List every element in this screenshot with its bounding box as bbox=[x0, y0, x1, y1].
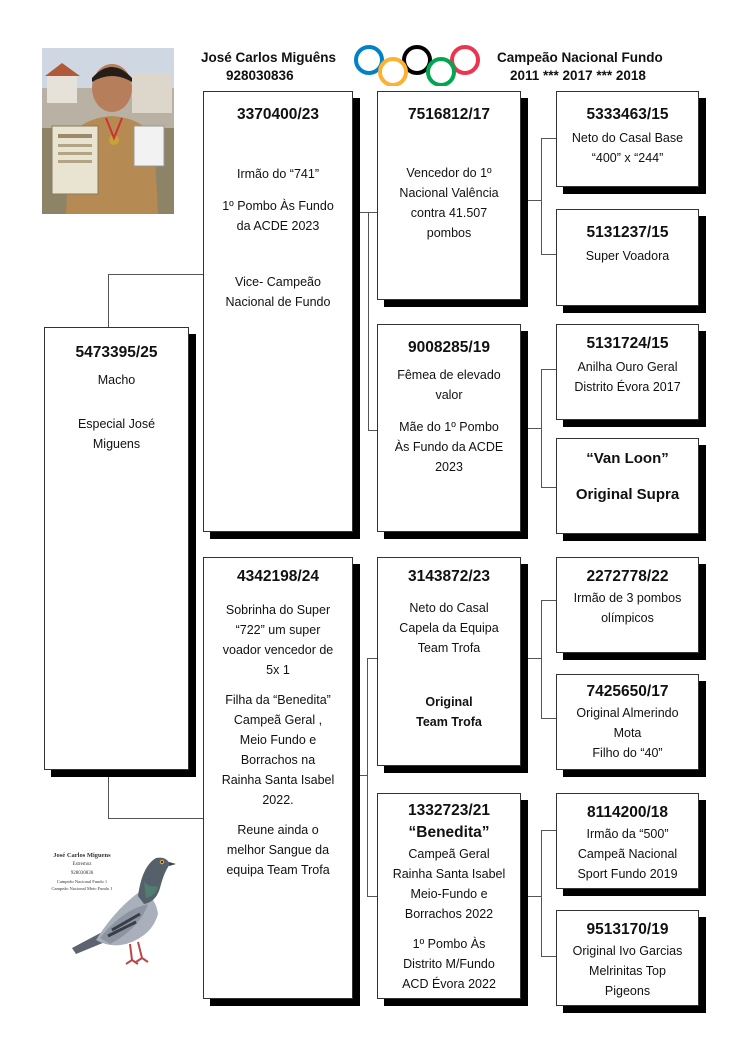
sd-note-1: Fêmea de elevado valor bbox=[397, 368, 501, 402]
connector bbox=[353, 775, 367, 776]
granddam-maternal-card bbox=[377, 793, 521, 999]
pigeon-caption-line3: Campeão Nacional Fundo 1 bbox=[56, 879, 108, 884]
breeder-name: José Carlos Miguêns bbox=[201, 50, 337, 65]
sss-ring: 5333463/15 bbox=[586, 106, 669, 123]
dds-note: Irmão da “500” Campeã Nacional Sport Fundo 2019 bbox=[577, 827, 678, 881]
connector bbox=[541, 830, 542, 956]
sss-note: Neto do Casal Base “400” x “244” bbox=[571, 131, 684, 165]
sd-note-2: Mãe do 1º Pombo Às Fundo da ACDE 2023 bbox=[394, 420, 504, 474]
sds-ring: 5131724/15 bbox=[586, 335, 669, 352]
dds-ring: 8114200/18 bbox=[586, 804, 669, 821]
sire-ring: 3370400/23 bbox=[237, 106, 319, 123]
connector bbox=[541, 600, 542, 718]
connector bbox=[108, 274, 203, 275]
connector bbox=[521, 896, 541, 897]
dd-ring: 1332723/21 bbox=[408, 802, 490, 819]
ds-note: Neto do Casal Capela da Equipa Team Trofa bbox=[399, 601, 499, 655]
ggp-dsd-card bbox=[556, 674, 699, 770]
ggp-sds-card bbox=[556, 324, 699, 420]
connector bbox=[541, 254, 556, 255]
ggp-ssd-card bbox=[556, 209, 699, 306]
breeder-photo bbox=[42, 48, 174, 214]
pigeon-illustration bbox=[66, 848, 186, 970]
grandsire-paternal-card bbox=[377, 91, 521, 300]
sire-note-3: Vice- Campeão Nacional de Fundo bbox=[225, 275, 331, 309]
ddd-ring: 9513170/19 bbox=[586, 921, 669, 938]
ggp-dds-card bbox=[556, 793, 699, 889]
pigeon-caption-line4: Campeão Nacional Meio Fundo 1 bbox=[51, 886, 113, 891]
breeder-phone: 928030836 bbox=[226, 68, 294, 83]
sdd-title: “Van Loon” bbox=[586, 450, 669, 467]
ddd-note: Original Ivo Garcias Melrinitas Top Pigeons bbox=[572, 944, 683, 998]
pigeon-caption-name: José Carlos Miguens bbox=[53, 852, 111, 859]
connector bbox=[541, 600, 556, 601]
ssd-note: Super Voadora bbox=[585, 249, 670, 263]
connector bbox=[541, 718, 556, 719]
connector bbox=[541, 956, 556, 957]
dam-card bbox=[203, 557, 353, 999]
subject-card bbox=[44, 327, 189, 770]
ggp-sss-card bbox=[556, 91, 699, 187]
connector bbox=[108, 769, 109, 818]
dsd-note: Original Almerindo Mota Filho do “40” bbox=[576, 706, 679, 760]
dss-ring: 2272778/22 bbox=[586, 568, 669, 585]
connector bbox=[541, 369, 542, 487]
connector bbox=[108, 274, 109, 328]
granddam-paternal-card bbox=[377, 324, 521, 532]
ggp-sdd-card bbox=[556, 438, 699, 534]
ssd-ring: 5131237/15 bbox=[586, 224, 669, 241]
ds-ring: 3143872/23 bbox=[408, 568, 490, 585]
dd-name: “Benedita” bbox=[408, 824, 490, 841]
ss-ring: 7516812/17 bbox=[408, 106, 490, 123]
connector bbox=[521, 658, 541, 659]
sire-note-2: 1º Pombo Às Fundo da ACDE 2023 bbox=[222, 199, 334, 233]
sire-note-1: Irmão do “741” bbox=[237, 167, 319, 181]
connector bbox=[367, 658, 377, 659]
sire-card bbox=[203, 91, 353, 532]
olympic-rings-logo bbox=[345, 44, 489, 86]
connector bbox=[367, 658, 368, 896]
sdd-subtitle: Original Supra bbox=[575, 486, 680, 503]
connector bbox=[541, 369, 556, 370]
connector bbox=[353, 212, 377, 213]
dam-note-1: Sobrinha do Super “722” um super voador vencedor de 5x 1 bbox=[222, 603, 334, 677]
connector bbox=[541, 138, 542, 254]
dd-note-2: 1º Pombo Às Distrito M/Fundo ACD Évora 2022 bbox=[402, 937, 496, 991]
connector bbox=[367, 896, 377, 897]
sds-note: Anilha Ouro Geral Distrito Évora 2017 bbox=[574, 360, 681, 394]
dam-ring: 4342198/24 bbox=[237, 568, 319, 585]
pigeon-caption-line1: Estremoz bbox=[72, 862, 92, 867]
subject-ring: 5473395/25 bbox=[75, 344, 158, 361]
subject-note: Especial José Miguens bbox=[77, 417, 156, 451]
pigeon-caption-line2: 928030836 bbox=[70, 871, 94, 876]
ss-note: Vencedor do 1º Nacional Valência contra 41.507 pombos bbox=[399, 166, 499, 240]
dam-note-3: Reune ainda o melhor Sangue da equipa Team Trofa bbox=[226, 823, 330, 877]
connector bbox=[541, 487, 556, 488]
connector bbox=[521, 200, 541, 201]
connector bbox=[521, 428, 541, 429]
connector bbox=[108, 818, 203, 819]
ds-original: Original Team Trofa bbox=[416, 695, 482, 729]
ggp-dss-card bbox=[556, 557, 699, 653]
connector bbox=[368, 430, 377, 431]
connector bbox=[368, 212, 369, 430]
grandsire-maternal-card bbox=[377, 557, 521, 766]
subject-sex: Macho bbox=[97, 373, 136, 387]
sd-ring: 9008285/19 bbox=[408, 339, 490, 356]
dam-note-2: Filha da “Benedita” Campeã Geral , Meio Fundo e Borrachos na Rainha Santa Isabel 2022. bbox=[221, 693, 335, 807]
connector bbox=[541, 138, 556, 139]
champion-years: 2011 *** 2017 *** 2018 bbox=[510, 68, 646, 83]
dsd-ring: 7425650/17 bbox=[586, 683, 669, 700]
ggp-ddd-card bbox=[556, 910, 699, 1006]
connector bbox=[541, 830, 556, 831]
dss-note: Irmão de 3 pombos olímpicos bbox=[573, 591, 682, 625]
champion-title: Campeão Nacional Fundo bbox=[497, 50, 663, 65]
dd-note-1: Campeã Geral Rainha Santa Isabel Meio-Fundo e Borrachos 2022 bbox=[392, 847, 506, 921]
